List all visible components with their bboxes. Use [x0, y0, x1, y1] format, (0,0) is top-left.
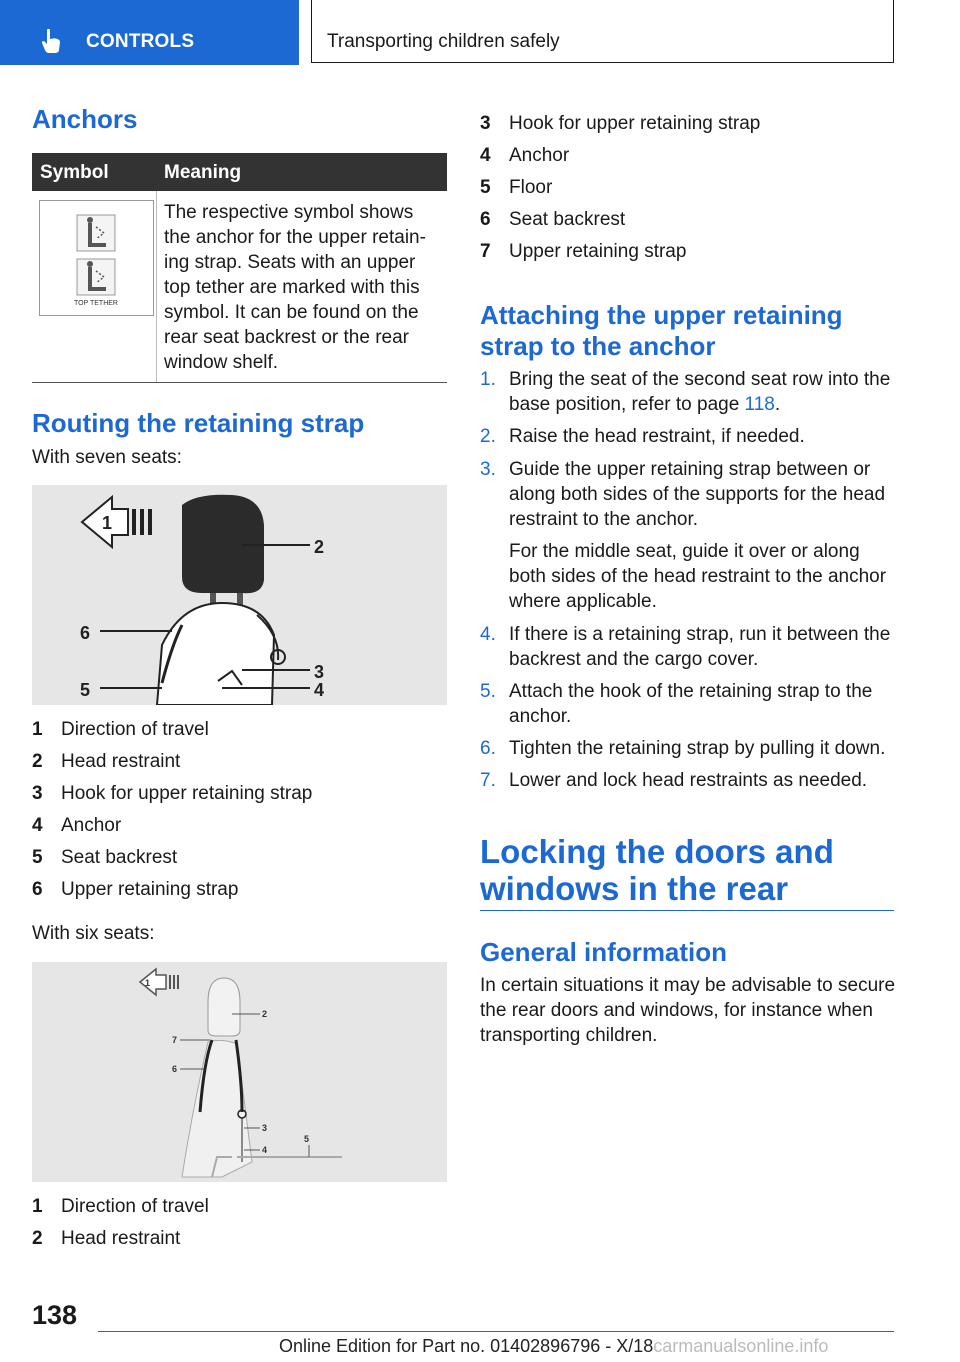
footer-rule	[98, 1331, 894, 1332]
top-tether-caption: TOP TETHER	[74, 300, 118, 307]
chapter-title: Transporting children safely	[327, 31, 560, 52]
edition-note: Online Edition for Part no. 01402896796 - X/18	[279, 1336, 654, 1356]
body-line: transporting children.	[480, 1025, 658, 1046]
chapter-title-box	[311, 0, 894, 63]
attaching-heading-line-1: Attaching the upper retaining	[480, 300, 843, 330]
meaning-line: ing strap. Seats with an upper	[164, 252, 416, 273]
fig2-label-2: 2	[262, 1009, 268, 1019]
locking-heading-line-1: Locking the doors and	[480, 833, 834, 870]
meaning-line: symbol. It can be found on the	[164, 302, 419, 323]
footer-text	[279, 1336, 828, 1357]
watermark: carmanualsonline.info	[653, 1336, 829, 1356]
attaching-heading-line-2: strap to the anchor	[480, 331, 716, 361]
meaning-line: The respective symbol shows	[164, 202, 414, 223]
body-line: In certain situations it may be advisable to secure	[480, 975, 896, 996]
fig1-label-3: 3	[314, 662, 325, 682]
locking-heading-line-2: windows in the rear	[480, 870, 789, 907]
meaning-line: the anchor for the upper retain-	[164, 227, 426, 248]
hand-pointer-icon	[40, 28, 64, 54]
fig2-label-1: 1	[145, 978, 151, 988]
seven-seats-intro: With seven seats:	[32, 447, 182, 468]
six-seats-intro: With six seats:	[32, 923, 155, 944]
fig2-label-3: 3	[262, 1123, 268, 1133]
fig1-label-6: 6	[80, 623, 91, 643]
fig2-label-5: 5	[304, 1134, 310, 1144]
section-tab	[0, 0, 299, 65]
child-seat-anchor-icon	[40, 201, 153, 315]
top-tether-symbol	[39, 200, 154, 316]
fig1-label-1: 1	[102, 513, 113, 533]
fig1-label-5: 5	[80, 680, 91, 700]
anchors-heading: Anchors	[32, 104, 138, 134]
table-bottom-rule	[32, 382, 447, 383]
fig1-label-4: 4	[314, 680, 325, 700]
fig1-label-2: 2	[314, 537, 325, 557]
table-header	[32, 153, 447, 191]
meaning-line: rear seat backrest or the rear	[164, 327, 409, 348]
section-label: CONTROLS	[86, 31, 195, 52]
fig2-label-4: 4	[262, 1145, 268, 1155]
routing-heading: Routing the retaining strap	[32, 408, 365, 438]
table-header-symbol: Symbol	[40, 162, 109, 183]
fig2-label-7: 7	[172, 1035, 178, 1045]
seven-seats-figure	[32, 485, 447, 705]
fig2-label-6: 6	[172, 1064, 178, 1074]
body-line: the rear doors and windows, for instance when	[480, 1000, 873, 1021]
general-information-heading: General information	[480, 937, 728, 967]
table-header-meaning: Meaning	[164, 162, 242, 183]
locking-heading-rule	[480, 910, 894, 911]
page-link[interactable]: 118	[744, 394, 775, 415]
six-seats-figure	[32, 962, 447, 1182]
meaning-line: window shelf.	[164, 352, 279, 373]
page-number: 138	[32, 1300, 78, 1330]
meaning-line: top tether are marked with this	[164, 277, 420, 298]
table-divider	[156, 191, 157, 383]
